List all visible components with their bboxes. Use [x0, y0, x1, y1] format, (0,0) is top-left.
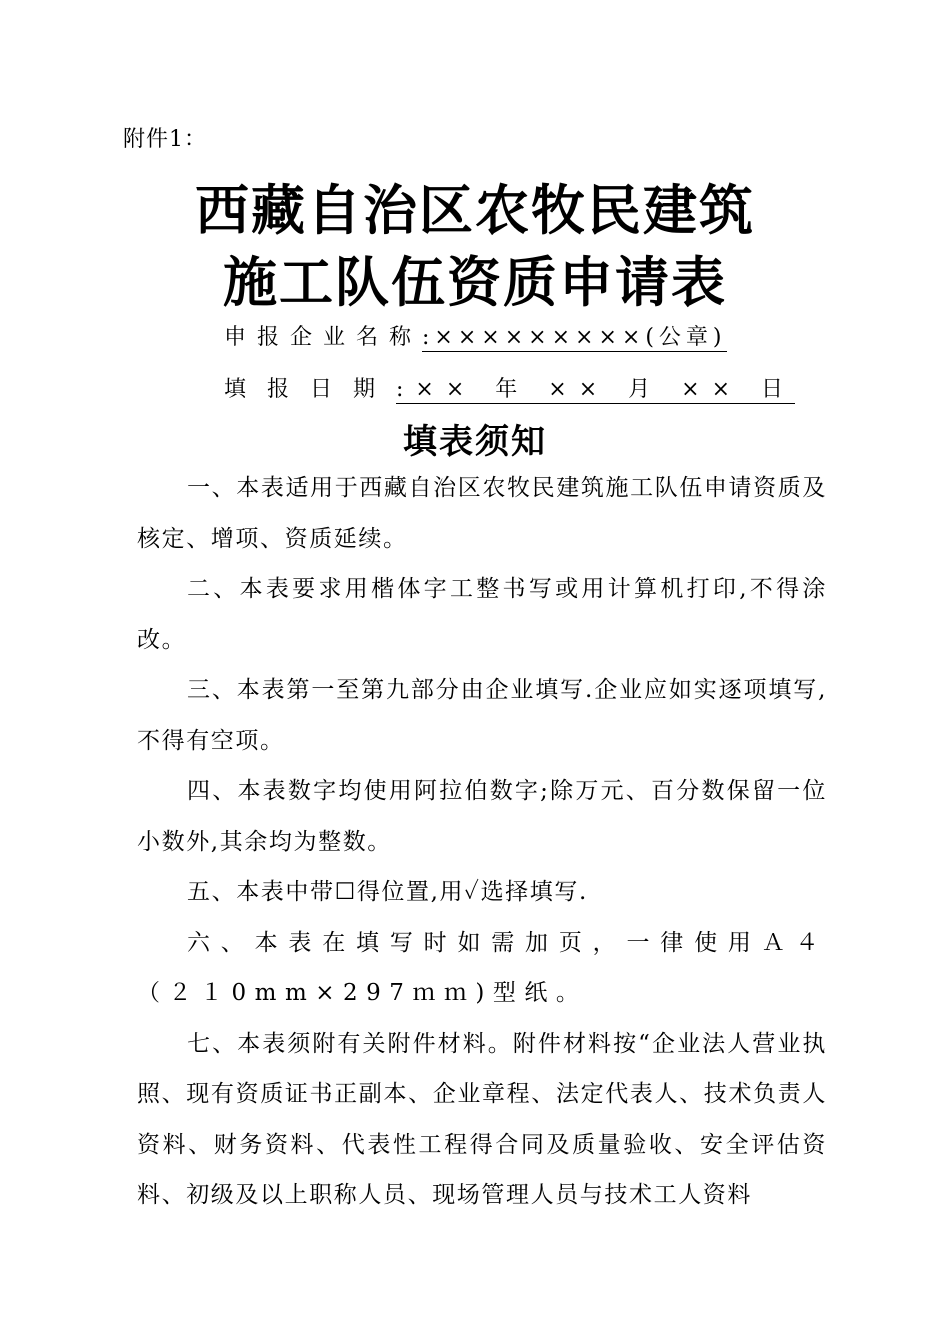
fill-date-value: :×× 年 ×× 月 ×× 日	[396, 377, 795, 402]
notice-rule-5: 五、本表中带☐得位置,用✓选择填写.	[187, 879, 588, 905]
notice-rule-6: 六、本表在填写时如需加页，一律使用Ａ４（２１0mm×297ｍｍ)型纸。	[137, 929, 827, 1006]
notice-rules	[137, 463, 827, 1221]
form-title-line1: 西藏自治区农牧民建筑	[195, 179, 755, 242]
notice-rule-3: 三、本表第一至第九部分由企业填写.企业应如实逐项填写,不得有空项。	[137, 677, 827, 754]
fill-date-label: 填报日期	[224, 377, 397, 402]
company-name-label: 申报企业名称	[224, 325, 423, 350]
attachment-label: 附件1：	[123, 127, 207, 152]
notice-rule-4: 四、本表数字均使用阿拉伯数字;除万元、百分数保留一位小数外,其余均为整数。	[137, 778, 827, 855]
form-title-line2: 施工队伍资质申请表	[223, 251, 727, 314]
company-name-value: :×××××××××(公章)	[422, 325, 727, 350]
notice-rule-1: 一、本表适用于西藏自治区农牧民建筑施工队伍申请资质及核定、增项、资质延续。	[137, 475, 827, 552]
notice-rule-2: 二、本表要求用楷体字工整书写或用计算机打印,不得涂改。	[137, 576, 827, 653]
notice-title: 填表须知	[403, 422, 547, 462]
company-name-row	[224, 320, 727, 351]
fill-date-row	[224, 372, 795, 403]
notice-rule-7: 七、本表须附有关附件材料。附件材料按“企业法人营业执照、现有资质证书正副本、企业章程、法定代表人、技术负责人资料、财务资料、代表性工程得合同及质量验收、安全评估资料、初级及以上职称人员、现场管理人员与技术工人资料	[137, 1030, 827, 1208]
